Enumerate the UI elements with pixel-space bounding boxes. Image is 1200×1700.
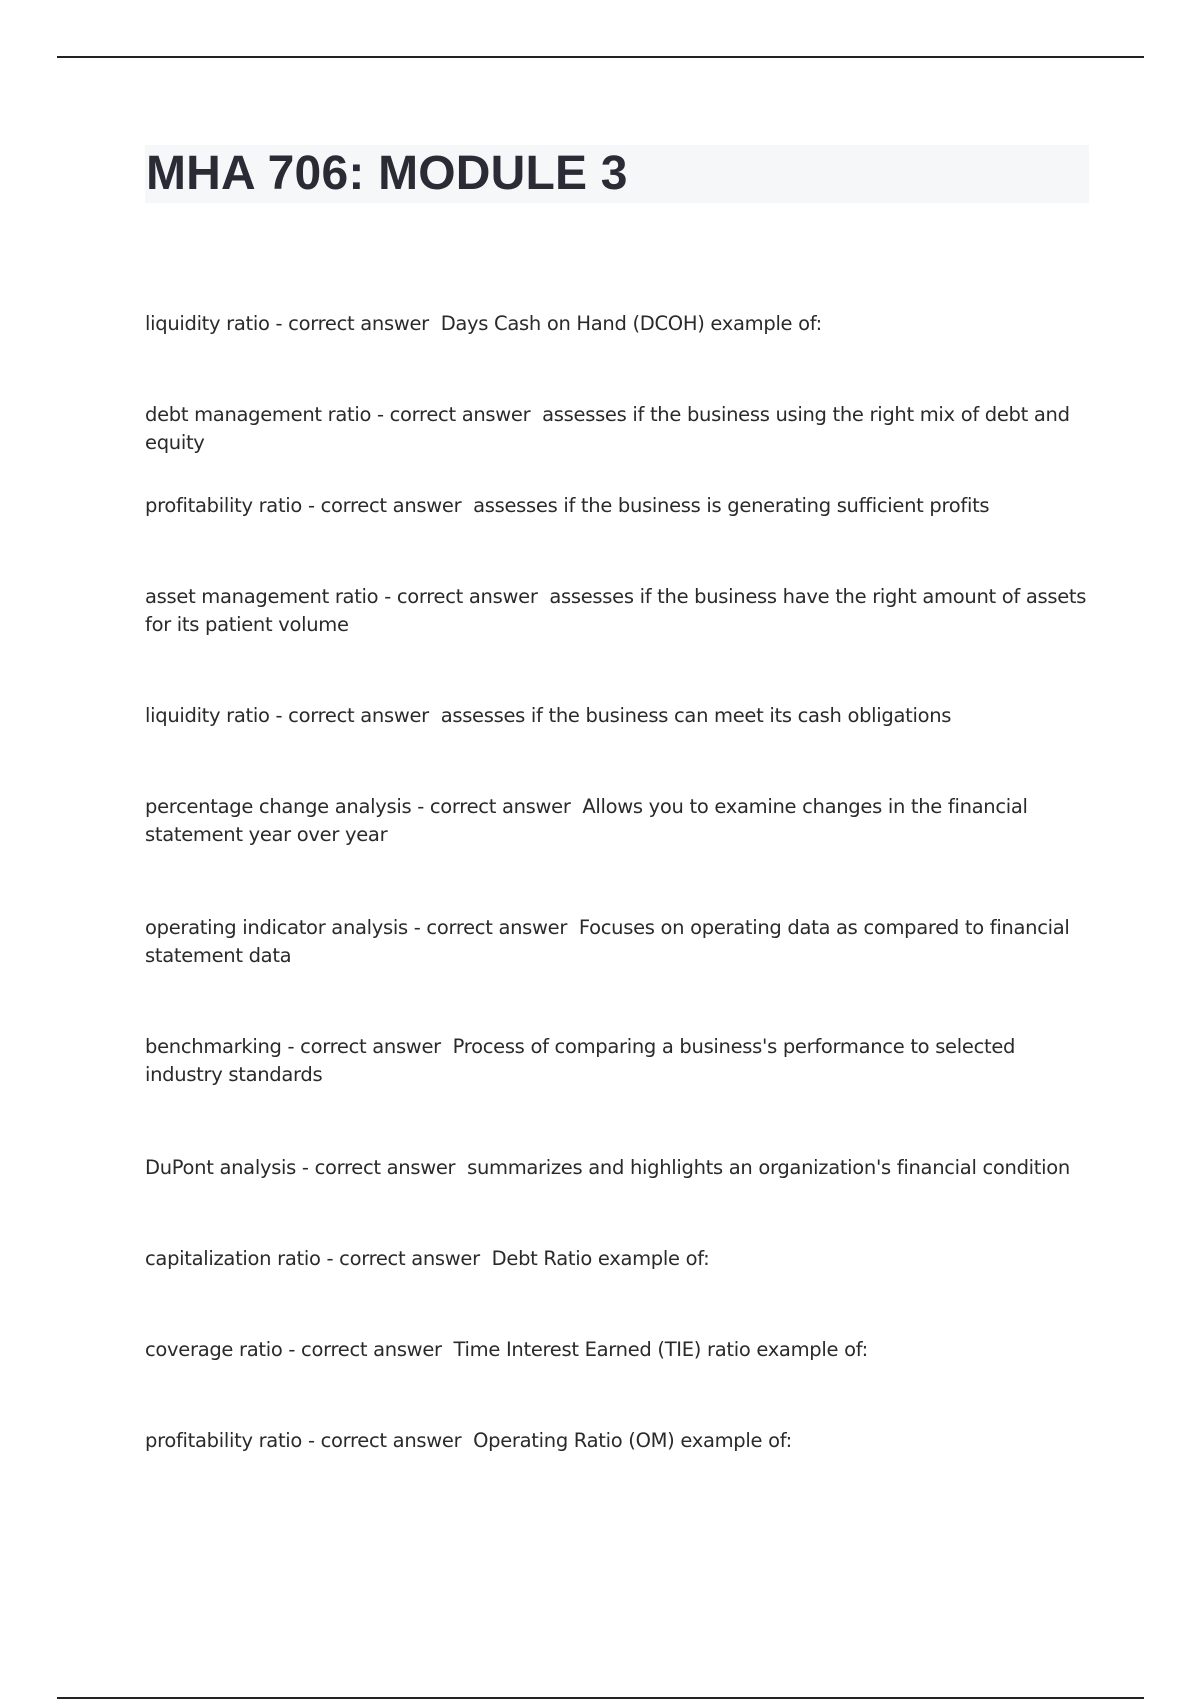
list-item <box>145 1427 1095 1455</box>
entry-separator: - correct answer <box>371 402 543 426</box>
entry-separator: - correct answer <box>407 915 579 939</box>
bottom-rule <box>57 1697 1144 1699</box>
entry-term: benchmarking <box>145 1034 282 1058</box>
entry-definition: Time Interest Earned (TIE) ratio example of: <box>453 1337 868 1361</box>
entry-definition: assesses if the business have the right amount of assets for its patient volume <box>145 584 1087 636</box>
entry-separator: - correct answer <box>281 1034 453 1058</box>
entry-separator: - correct answer <box>269 703 441 727</box>
entry-separator: - correct answer <box>302 1428 474 1452</box>
title-band <box>145 145 1089 203</box>
list-item <box>145 492 1095 520</box>
entry-term: profitability ratio <box>145 1428 303 1452</box>
entry-definition: Process of comparing a business's performance to selected industry standards <box>145 1034 1016 1086</box>
entry-term: operating indicator analysis <box>145 915 408 939</box>
entry-term: capitalization ratio <box>145 1246 321 1270</box>
entry-term: liquidity ratio <box>145 311 270 335</box>
list-item <box>145 1154 1095 1182</box>
entry-separator: - correct answer <box>296 1155 468 1179</box>
entry-term: debt management ratio <box>145 402 372 426</box>
entry-separator: - correct answer <box>269 311 441 335</box>
list-item <box>145 793 1095 849</box>
entry-definition: Debt Ratio example of: <box>491 1246 710 1270</box>
entry-definition: assesses if the business is generating sufficient profits <box>473 493 990 517</box>
list-item <box>145 583 1095 639</box>
entry-separator: - correct answer <box>320 1246 492 1270</box>
entry-term: asset management ratio <box>145 584 379 608</box>
entry-separator: - correct answer <box>378 584 550 608</box>
list-item <box>145 1033 1095 1089</box>
page-title: MHA 706: MODULE 3 <box>146 147 628 200</box>
entry-definition: summarizes and highlights an organization's financial condition <box>467 1155 1070 1179</box>
entry-definition: Operating Ratio (OM) example of: <box>473 1428 792 1452</box>
entry-term: coverage ratio <box>145 1337 283 1361</box>
entry-separator: - correct answer <box>302 493 474 517</box>
top-rule <box>57 56 1144 58</box>
entry-definition: assesses if the business using the right mix of debt and equity <box>145 402 1070 454</box>
list-item <box>145 914 1095 970</box>
list-item <box>145 1245 1095 1273</box>
entry-definition: Focuses on operating data as compared to financial statement data <box>145 915 1070 967</box>
entry-term: liquidity ratio <box>145 703 270 727</box>
entry-term: DuPont analysis <box>145 1155 297 1179</box>
list-item <box>145 401 1095 457</box>
list-item <box>145 310 1095 338</box>
list-item <box>145 1336 1095 1364</box>
entry-term: profitability ratio <box>145 493 303 517</box>
entry-definition: Days Cash on Hand (DCOH) example of: <box>440 311 822 335</box>
entry-separator: - correct answer <box>282 1337 454 1361</box>
entry-separator: - correct answer <box>411 794 583 818</box>
entry-term: percentage change analysis <box>145 794 412 818</box>
entry-definition: assesses if the business can meet its cash obligations <box>440 703 952 727</box>
list-item <box>145 702 1095 730</box>
entry-definition: Allows you to examine changes in the financial statement year over year <box>145 794 1028 846</box>
